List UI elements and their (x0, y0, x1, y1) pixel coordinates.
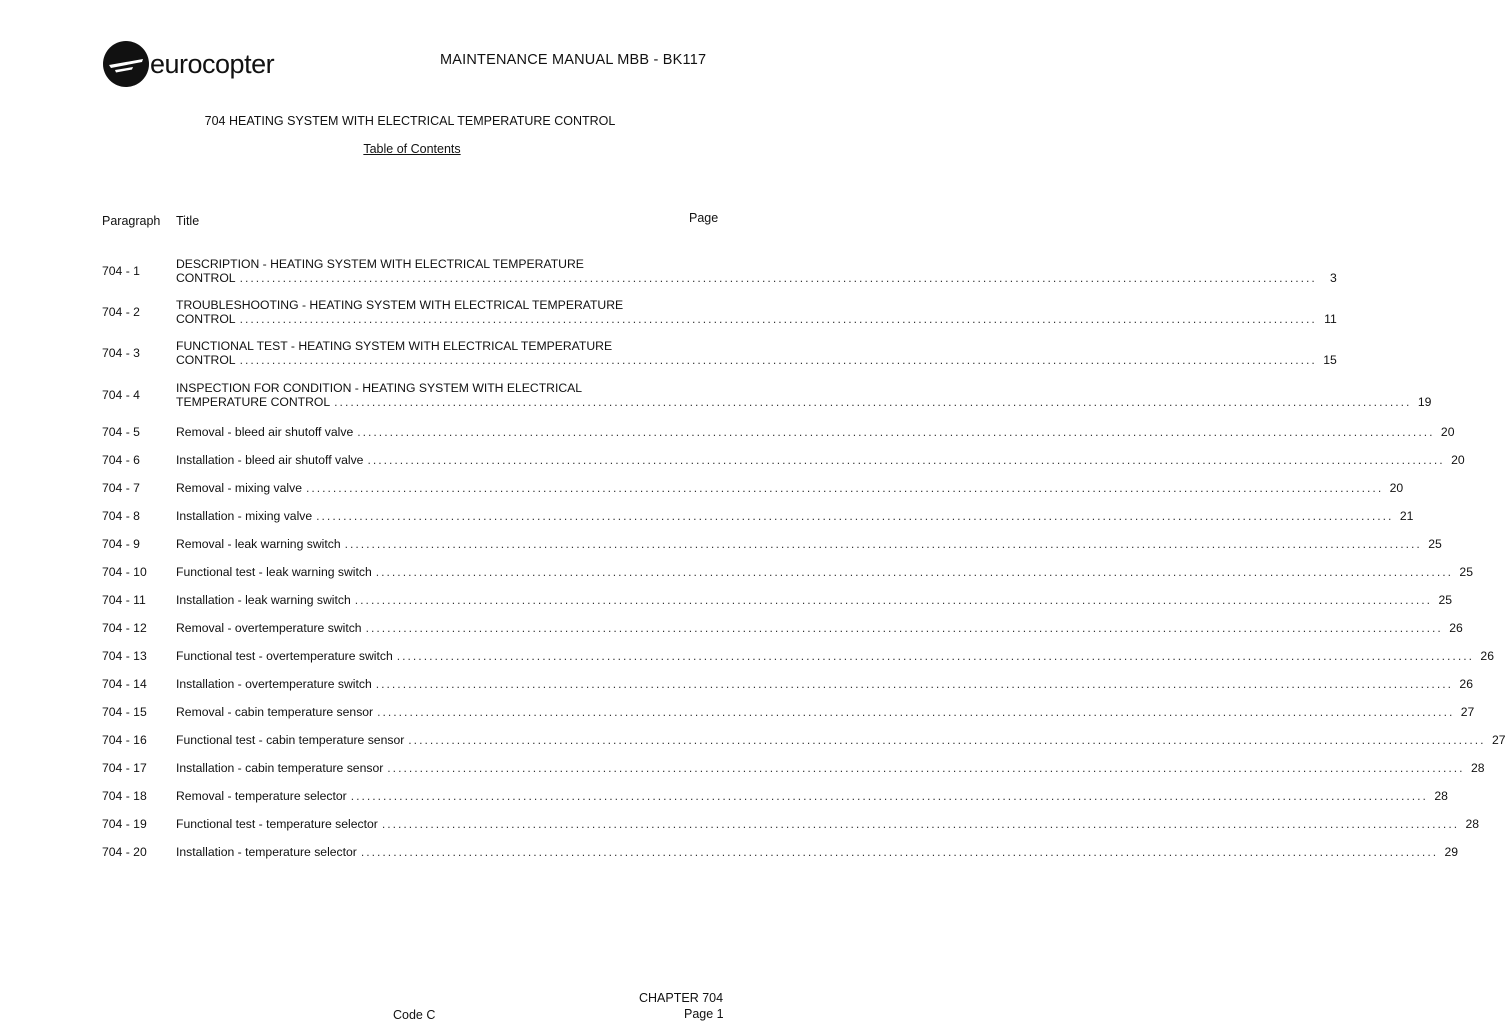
dot-leader: ........................................................................................................................................................................................................ (381, 817, 1460, 831)
toc-title-line (176, 761, 1485, 775)
toc-title-line1: FUNCTIONAL TEST - HEATING SYSTEM WITH ELECTRICAL TEMPERATURE (176, 339, 613, 353)
toc-title-line (176, 733, 1506, 747)
toc-title: Removal - bleed air shutoff valve (176, 425, 354, 439)
dot-leader: ........................................................................................................................................................................................................ (375, 677, 1453, 691)
toc-paragraph-number: 704 - 9 (102, 537, 140, 551)
toc-title-line (176, 705, 1475, 719)
toc-title-line (176, 649, 1494, 663)
toc-page-number: 28 (1470, 761, 1485, 775)
toc-paragraph-number: 704 - 11 (102, 593, 146, 607)
toc-page-number: 20 (1389, 481, 1404, 495)
toc-title-block (176, 845, 1459, 859)
dot-leader: ........................................................................................................................................................................................................ (375, 565, 1453, 579)
toc-title-line (176, 453, 1465, 467)
toc-page-number: 21 (1399, 509, 1414, 523)
toc-paragraph-number: 704 - 15 (102, 705, 147, 719)
footer-page-number: Page 1 (684, 1007, 724, 1021)
toc-paragraph-number: 704 - 20 (102, 845, 147, 859)
toc-title-block (176, 298, 1337, 326)
toc-page-number: 19 (1417, 395, 1432, 409)
toc-title-block (176, 339, 1337, 367)
toc-title-block (176, 453, 1465, 467)
toc-page-number: 28 (1465, 817, 1480, 831)
toc-title: Installation - temperature selector (176, 845, 357, 859)
column-header-title: Title (176, 214, 200, 228)
toc-page-number: 27 (1460, 705, 1475, 719)
dot-leader: ........................................................................................................................................................................................................ (316, 509, 1394, 523)
toc-title: Installation - overtemperature switch (176, 677, 372, 691)
dot-leader: ........................................................................................................................................................................................................ (305, 481, 1384, 495)
toc-heading: Table of Contents (363, 142, 461, 156)
toc-title: Functional test - temperature selector (176, 817, 378, 831)
dot-leader: ........................................................................................................................................................................................................ (367, 453, 1445, 467)
toc-title: Installation - mixing valve (176, 509, 313, 523)
toc-title-block (176, 705, 1475, 719)
dot-leader: ........................................................................................................................................................................................................ (239, 353, 1317, 367)
toc-title-line (176, 593, 1452, 607)
toc-page-number: 25 (1459, 565, 1473, 579)
toc-page-number: 26 (1449, 621, 1463, 635)
toc-title-block (176, 789, 1448, 803)
dot-leader: ........................................................................................................................................................................................................ (334, 395, 1412, 409)
toc-title-line (176, 481, 1404, 495)
toc-title: Functional test - cabin temperature sensor (176, 733, 405, 747)
toc-title-block (176, 733, 1506, 747)
toc-page-number: 20 (1440, 425, 1455, 439)
toc-title: Functional test - overtemperature switch (176, 649, 393, 663)
toc-paragraph-number: 704 - 7 (102, 481, 140, 495)
toc-title-line (176, 621, 1463, 635)
dot-leader: ........................................................................................................................................................................................................ (365, 621, 1443, 635)
manual-title: MAINTENANCE MANUAL MBB - BK117 (440, 52, 707, 68)
footer-code: Code C (393, 1008, 436, 1022)
column-header-page: Page (689, 211, 719, 225)
toc-paragraph-number: 704 - 14 (102, 677, 147, 691)
toc-paragraph-number: 704 - 1 (102, 264, 140, 278)
toc-title-line (176, 537, 1442, 551)
toc-paragraph-number: 704 - 18 (102, 789, 147, 803)
toc-page-number: 26 (1459, 677, 1473, 691)
toc-title-line (176, 845, 1459, 859)
toc-paragraph-number: 704 - 10 (102, 565, 147, 579)
toc-title: Removal - overtemperature switch (176, 621, 362, 635)
chapter-title: 704 HEATING SYSTEM WITH ELECTRICAL TEMPERATURE CONTROL (204, 114, 616, 128)
toc-title-line (176, 677, 1473, 691)
toc-page-number: 15 (1323, 353, 1337, 367)
toc-title-block (176, 257, 1337, 285)
logo-text: eurocopter (150, 48, 275, 79)
toc-page-number: 25 (1438, 593, 1452, 607)
toc-title: Functional test - leak warning switch (176, 565, 372, 579)
toc-title-line (176, 312, 1337, 326)
toc-title-line (176, 817, 1480, 831)
dot-leader: ........................................................................................................................................................................................................ (360, 845, 1439, 859)
toc-page-number: 25 (1428, 537, 1442, 551)
dot-leader: ........................................................................................................................................................................................................ (387, 761, 1465, 775)
column-header-paragraph: Paragraph (102, 214, 161, 228)
eurocopter-logo (103, 41, 274, 87)
toc-title-line (176, 395, 1432, 409)
toc-title: CONTROL (176, 353, 236, 367)
toc-page-number: 27 (1491, 733, 1506, 747)
toc-title-block (176, 649, 1494, 663)
toc-title-block (176, 677, 1473, 691)
dot-leader: ........................................................................................................................................................................................................ (344, 537, 1422, 551)
toc-paragraph-number: 704 - 16 (102, 733, 147, 747)
toc-title-block (176, 537, 1442, 551)
toc-title: Installation - bleed air shutoff valve (176, 453, 364, 467)
toc-title-block (176, 817, 1480, 831)
toc-title: Removal - leak warning switch (176, 537, 341, 551)
dot-leader: ........................................................................................................................................................................................................ (396, 649, 1474, 663)
toc-title: Removal - mixing valve (176, 481, 302, 495)
toc-paragraph-number: 704 - 2 (102, 305, 140, 319)
toc-paragraph-number: 704 - 17 (102, 761, 147, 775)
toc-title: Removal - cabin temperature sensor (176, 705, 374, 719)
toc-title-line1: INSPECTION FOR CONDITION - HEATING SYSTEM WITH ELECTRICAL (176, 381, 583, 395)
toc-title-line (176, 509, 1414, 523)
footer-chapter: CHAPTER 704 (639, 991, 724, 1005)
toc-title-block (176, 381, 1432, 409)
toc-title: CONTROL (176, 271, 236, 285)
toc-title-block (176, 593, 1452, 607)
toc-page-number: 28 (1434, 789, 1448, 803)
dot-leader: ........................................................................................................................................................................................................ (408, 733, 1486, 747)
dot-leader: ........................................................................................................................................................................................................ (357, 425, 1435, 439)
dot-leader: ........................................................................................................................................................................................................ (350, 789, 1428, 803)
toc-title-block (176, 761, 1485, 775)
toc-title: TEMPERATURE CONTROL (176, 395, 331, 409)
toc-title-block (176, 509, 1414, 523)
toc-title-block (176, 621, 1463, 635)
toc-title-line (176, 565, 1473, 579)
toc-paragraph-number: 704 - 8 (102, 509, 140, 523)
eurocopter-logo-icon (103, 41, 149, 87)
toc-title-block (176, 565, 1473, 579)
toc-paragraph-number: 704 - 3 (102, 346, 140, 360)
toc-page-number: 20 (1451, 453, 1465, 467)
toc-title: CONTROL (176, 312, 236, 326)
toc-page-number: 11 (1324, 312, 1337, 326)
toc-title: Removal - temperature selector (176, 789, 347, 803)
toc-title-line1: TROUBLESHOOTING - HEATING SYSTEM WITH ELECTRICAL TEMPERATURE (176, 298, 624, 312)
toc-title-block (176, 481, 1404, 495)
dot-leader: ........................................................................................................................................................................................................ (377, 705, 1455, 719)
toc-page-number: 3 (1330, 271, 1337, 285)
toc-title-block (176, 425, 1455, 439)
toc-title-line (176, 271, 1337, 285)
toc-page-number: 29 (1444, 845, 1459, 859)
toc-paragraph-number: 704 - 13 (102, 649, 147, 663)
dot-leader: ........................................................................................................................................................................................................ (354, 593, 1432, 607)
toc-paragraph-number: 704 - 6 (102, 453, 140, 467)
toc-paragraph-number: 704 - 12 (102, 621, 147, 635)
toc-title-line (176, 789, 1448, 803)
toc-paragraph-number: 704 - 5 (102, 425, 140, 439)
toc-title: Installation - cabin temperature sensor (176, 761, 384, 775)
toc-page-number: 26 (1480, 649, 1494, 663)
dot-leader: ........................................................................................................................................................................................................ (239, 312, 1317, 326)
dot-leader: ........................................................................................................................................................................................................ (239, 271, 1317, 285)
toc-title-line (176, 353, 1337, 367)
toc-paragraph-number: 704 - 19 (102, 817, 147, 831)
toc-title: Installation - leak warning switch (176, 593, 351, 607)
toc-title-line1: DESCRIPTION - HEATING SYSTEM WITH ELECTRICAL TEMPERATURE (176, 257, 584, 271)
toc-paragraph-number: 704 - 4 (102, 388, 140, 402)
toc-title-line (176, 425, 1455, 439)
